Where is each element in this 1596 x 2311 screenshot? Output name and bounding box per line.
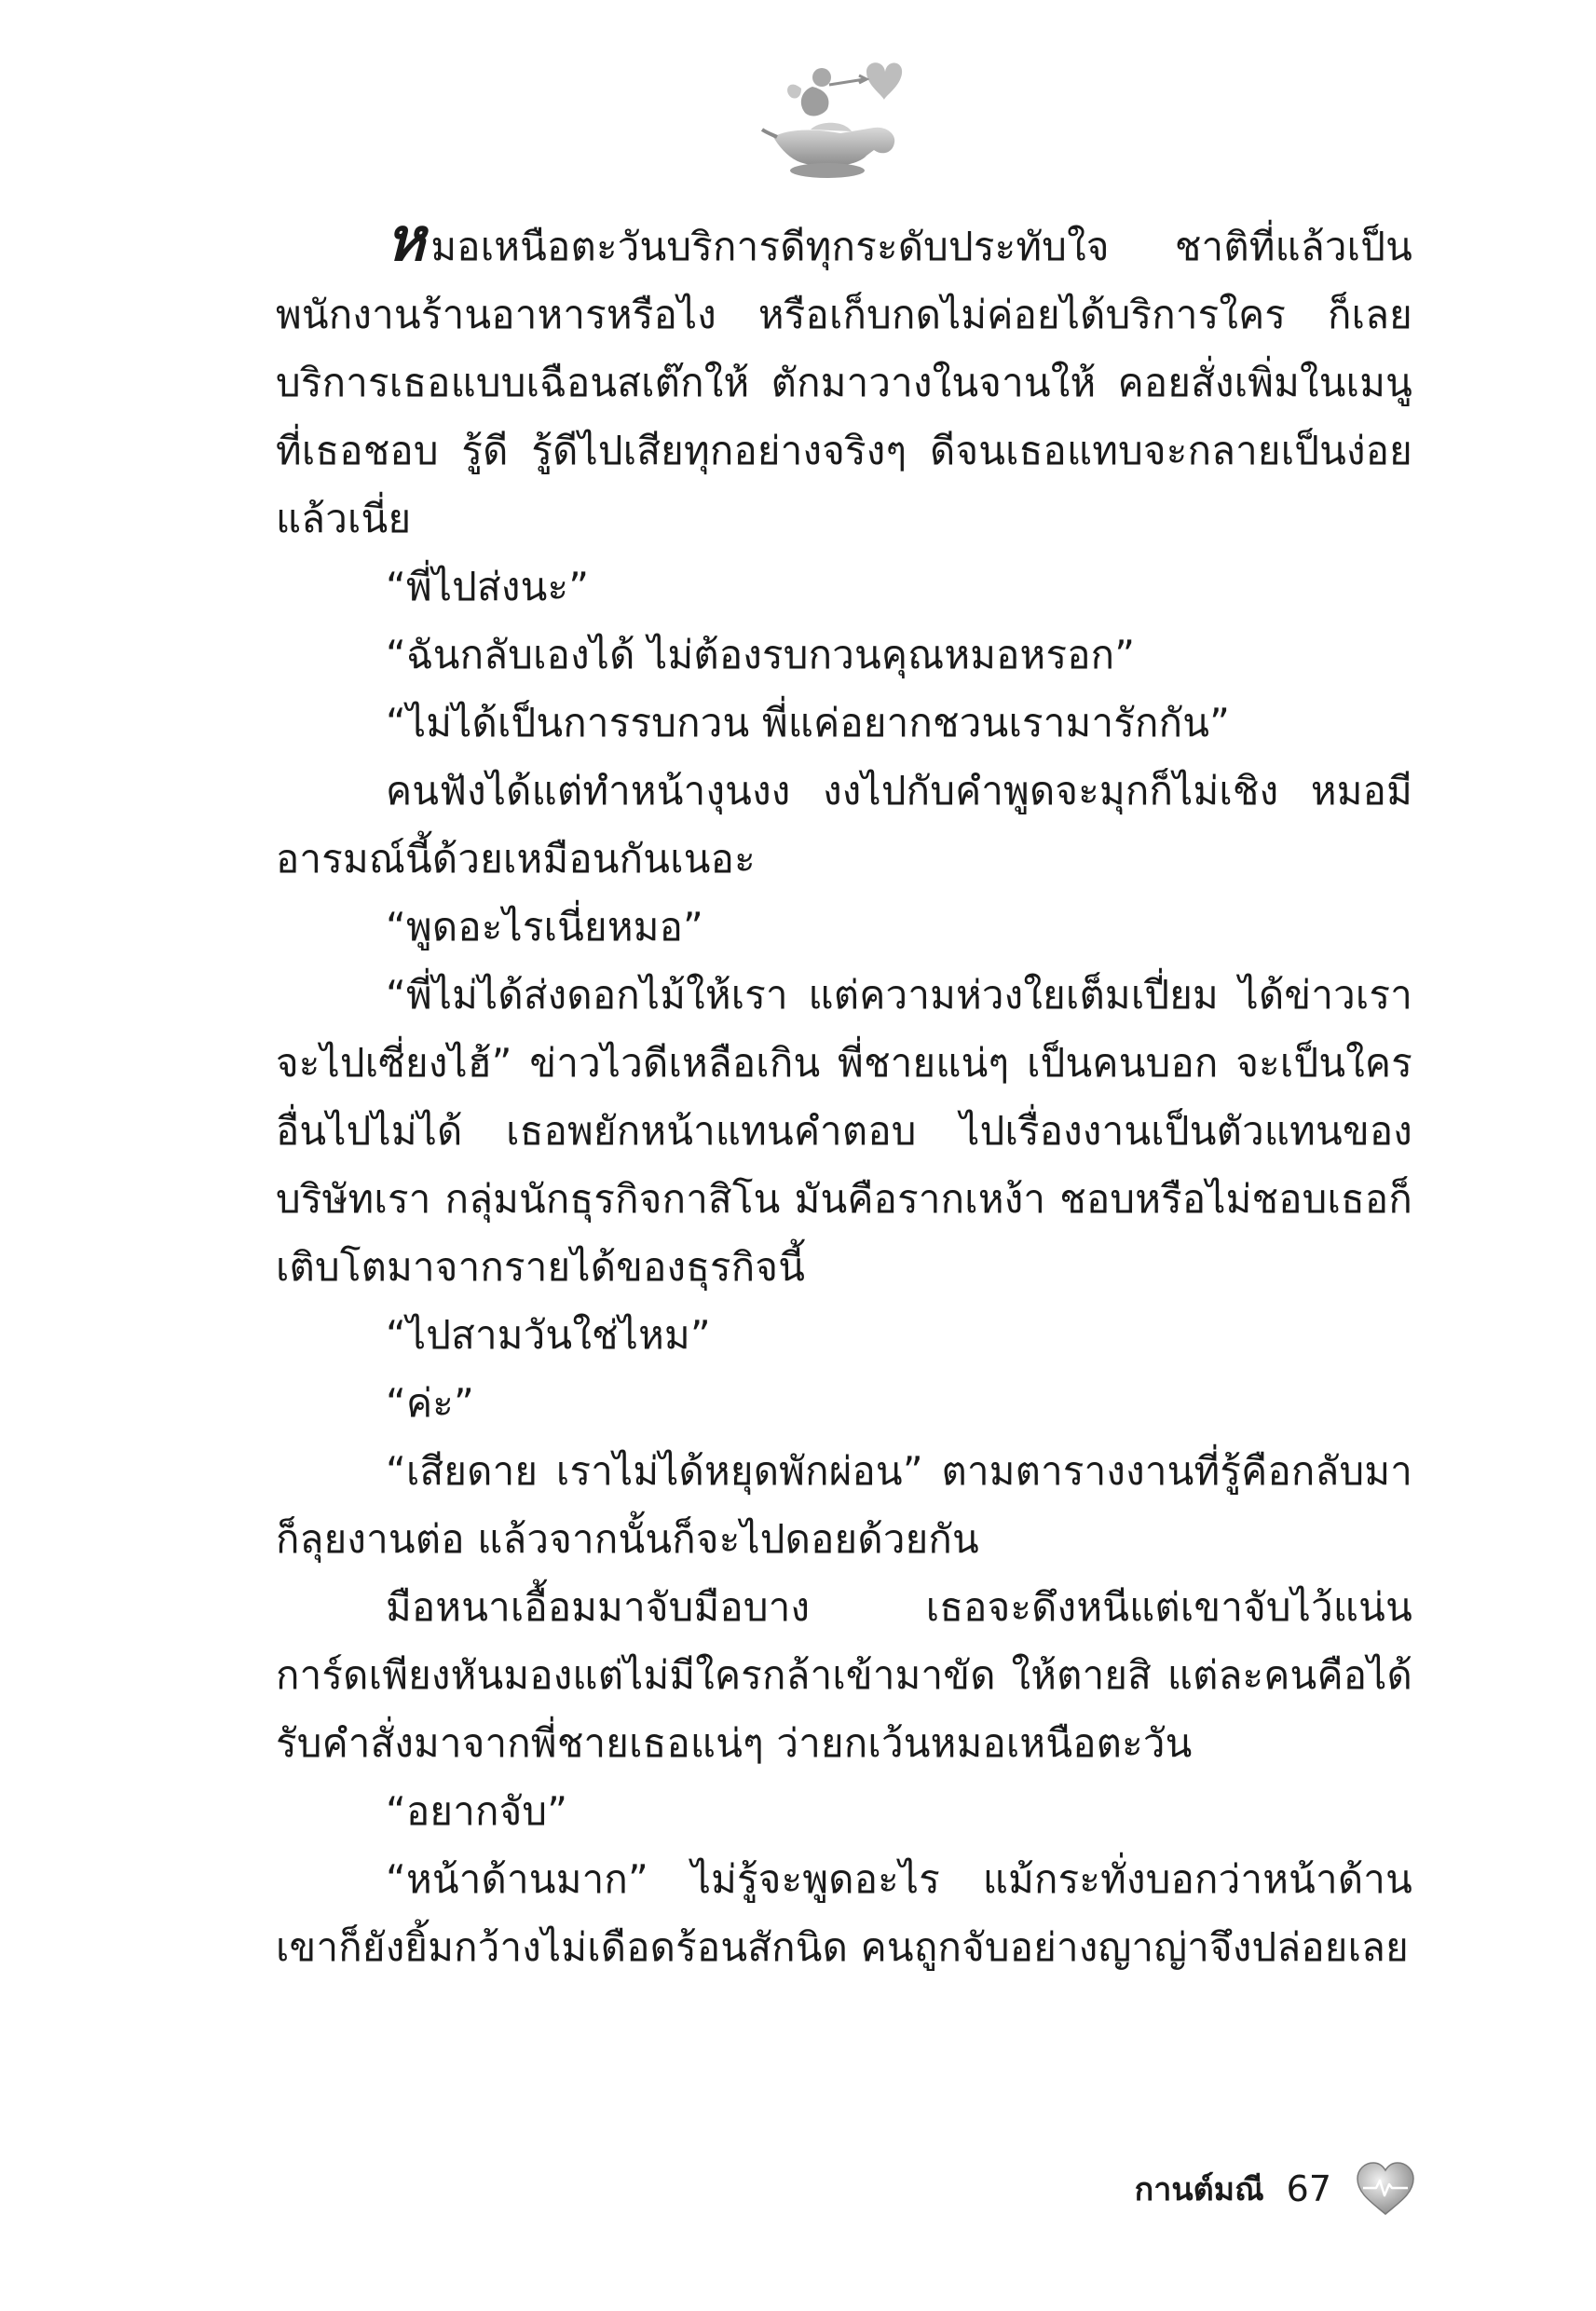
- paragraph: “ค่ะ”: [386, 1380, 474, 1426]
- paragraph: หมอเหนือตะวันบริการดีทุกระดับประทับใจ ชาติที่แล้วเป็นพนักงานร้านอาหารหรือไง หรือเก็บกดไม่ค่อยได้บริการใคร ก็เลยบริการเธอแบบเฉือนสเต๊กให้ ตักมาวางในจานให้ คอยสั่งเพิ่มในเมนูที่เธอชอบ รู้ดี รู้ดีไปเสียทุกอย่างจริงๆ ดีจนเธอแทบจะกลายเป็นง่อยแล้วเนี่ย: [276, 206, 1412, 541]
- paragraph: “พี่ไม่ได้ส่งดอกไม้ให้เรา แต่ความห่วงใยเต็มเปี่ยม ได้ข่าวเราจะไปเซี่ยงไฮ้” ข่าวไวดีเหลือเกิน พี่ชายแน่ๆ เป็นคนบอก จะเป็นใครอื่นไปไม่ได้ เธอพยักหน้าแทนคำตอบ ไปเรื่องงานเป็นตัวแทนของบริษัทเรา กลุ่มนักธุรกิจกาสิโน มันคือรากเหง้า ชอบหรือไม่ชอบเธอก็เติบโตมาจากรายได้ของธุรกิจนี้: [276, 972, 1412, 1290]
- paragraph: “ไปสามวันใช่ไหม”: [386, 1312, 711, 1358]
- drop-cap: ห: [386, 206, 426, 275]
- page-footer: [1135, 2156, 1417, 2222]
- paragraph: คนฟังได้แต่ทำหน้างุนงง งงไปกับคำพูดจะมุกก็ไม่เชิง หมอมีอารมณ์นี้ด้วยเหมือนกันเนอะ: [276, 768, 1412, 882]
- book-title: กานต์มณี: [1134, 2171, 1264, 2208]
- paragraph: “พูดอะไรเนี่ยหมอ”: [386, 904, 704, 950]
- paragraph: “พี่ไปส่งนะ”: [386, 564, 590, 609]
- paragraph: “ไม่ได้เป็นการรบกวน พี่แค่อยากชวนเรามารักกัน”: [386, 700, 1231, 745]
- paragraph: มือหนาเอื้อมมาจับมือบาง เธอจะดึงหนีแต่เขาจับไว้แน่น การ์ดเพียงหันมองแต่ไม่มีใครกล้าเข้ามาขัด ให้ตายสิ แต่ละคนคือได้รับคำสั่งมาจากพี่ชายเธอแน่ๆ ว่ายกเว้นหมอเหนือตะวัน: [276, 1584, 1412, 1766]
- paragraph: “อยากจับ”: [386, 1788, 568, 1834]
- paragraph: “หน้าด้านมาก” ไม่รู้จะพูดอะไร แม้กระทั่งบอกว่าหน้าด้าน เขาก็ยังยิ้มกว้างไม่เดือดร้อนสักนิด คนถูกจับอย่างญาญ่าจึงปล่อยเลย: [276, 1856, 1412, 1970]
- story-text: [276, 206, 1412, 1981]
- heart-heartbeat-icon: [1354, 2160, 1417, 2218]
- paragraph: “ฉันกลับเองได้ ไม่ต้องรบกวนคุณหมอหรอก”: [386, 632, 1136, 677]
- paragraph: “เสียดาย เราไม่ได้หยุดพักผ่อน” ตามตารางงานที่รู้คือกลับมาก็ลุยงานต่อ แล้วจากนั้นก็จะไปดอยด้วยกัน: [276, 1448, 1412, 1562]
- magic-lamp-cupid-icon: [755, 51, 913, 186]
- page-number: 67: [1286, 2168, 1331, 2209]
